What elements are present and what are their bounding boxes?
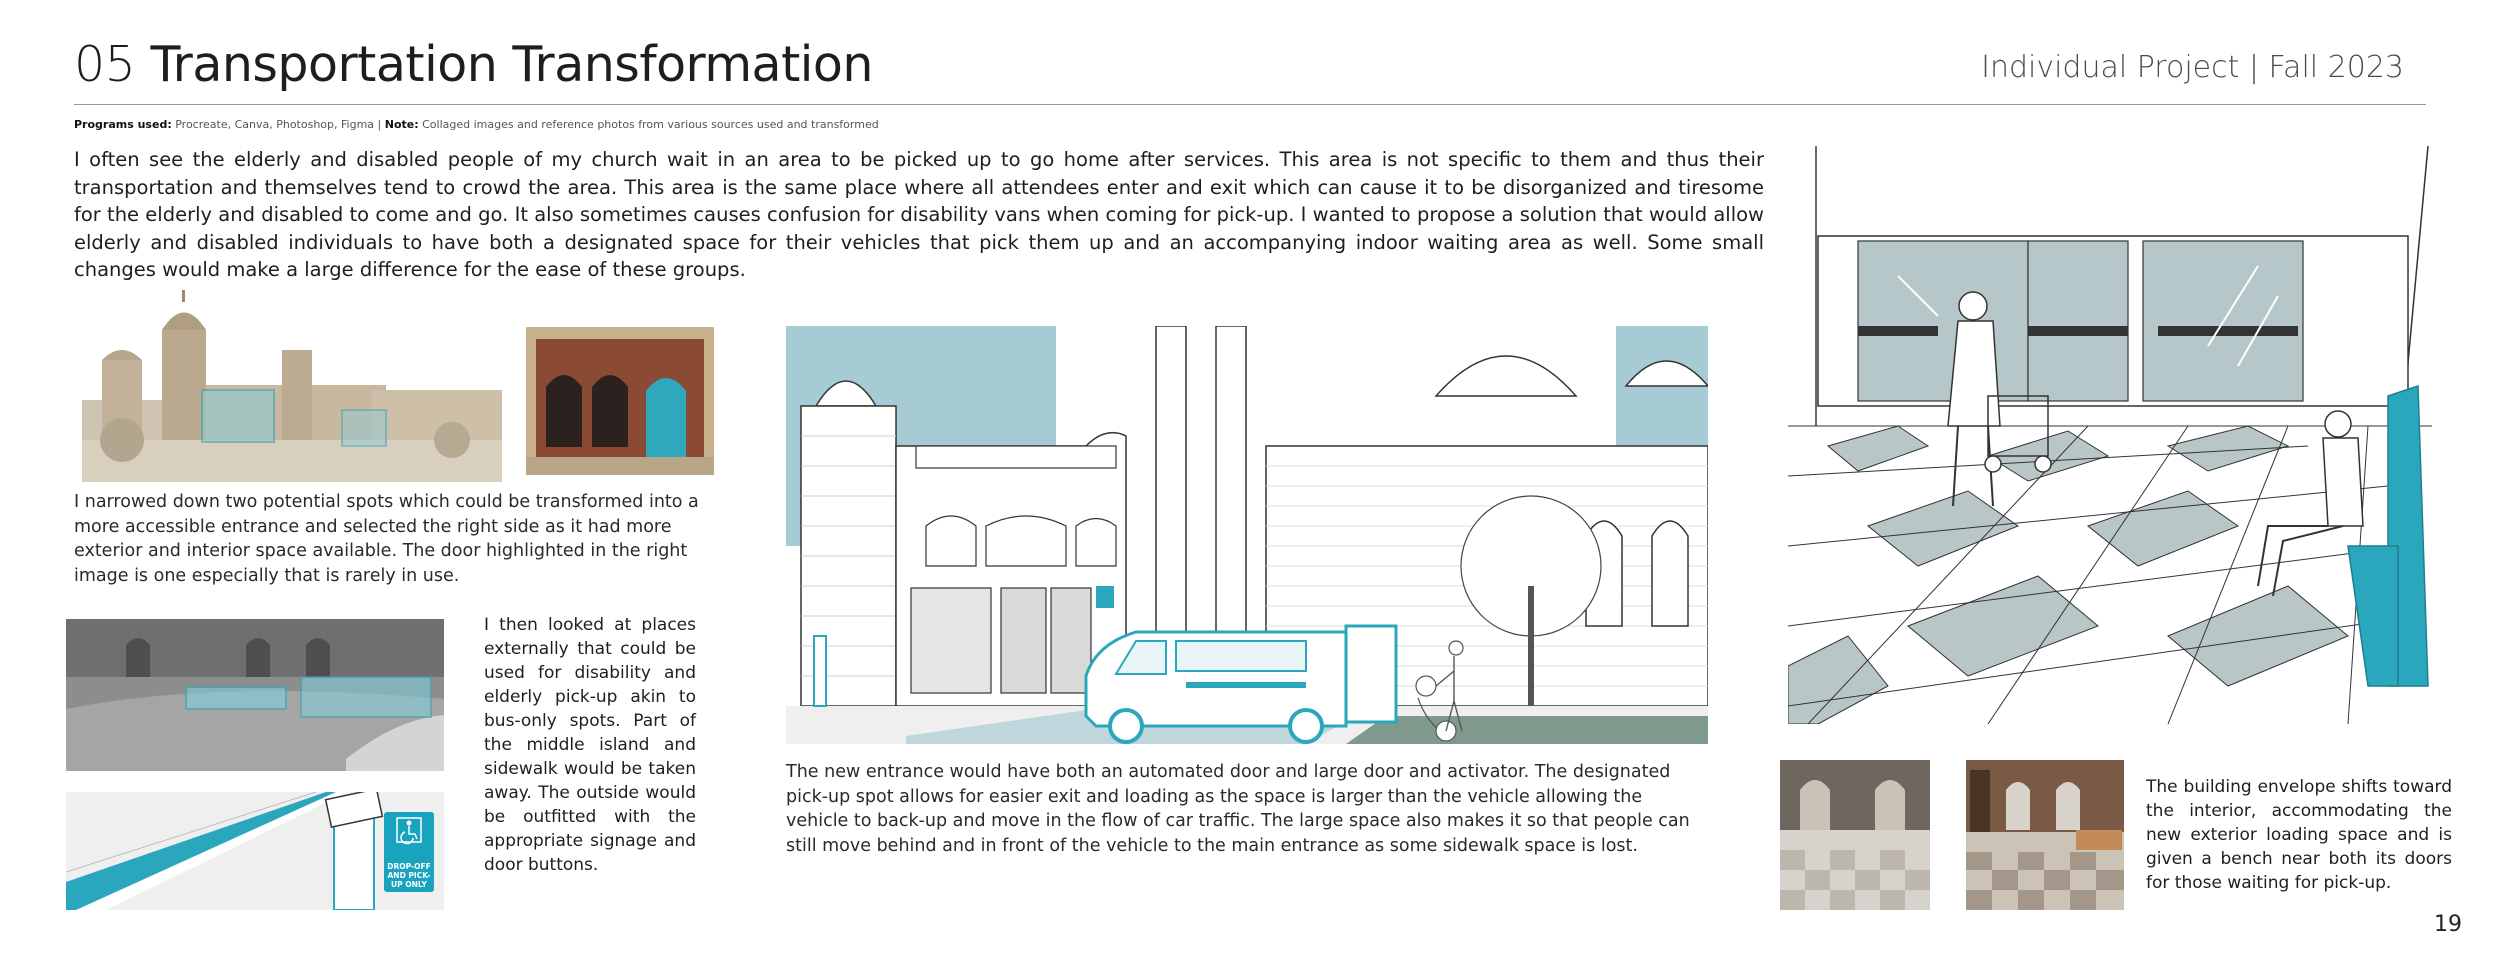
interior-paragraph: The building envelope shifts toward the interior, accommodating the new exterior loading space and is given a bench near both its doors for those waiting for pick-up. xyxy=(2146,777,2452,893)
curb-signage-illustration xyxy=(66,792,444,910)
spots-paragraph: I narrowed down two potential spots which could be transformed into a more accessible entrance and selected the right side as it had more exterior and interior space available. The door highlighted in the right image is one especially that is rarely in use. xyxy=(74,492,699,586)
header-divider xyxy=(74,104,2426,105)
project-subtitle: Individual Project | Fall 2023 xyxy=(1981,50,2404,85)
church-exterior-photo xyxy=(82,290,502,482)
entrance-paragraph: The new entrance would have both an automated door and large door and activator. The designated pick-up spot allows for easier exit and loading as the space is larger than the vehicle allowing the vehicle to back-up and move in the flow of car traffic. The large space also makes it so that people can still move behind and in front of the vehicle to the main entrance as some sidewalk space is lost. xyxy=(786,762,1690,856)
page-number: 19 xyxy=(2434,912,2462,937)
note-value: Collaged images and reference photos from various sources used and transformed xyxy=(422,118,879,131)
page-title xyxy=(74,36,873,93)
programs-line xyxy=(74,118,879,131)
title-text: Transportation Transformation xyxy=(150,36,873,93)
new-entrance-illustration xyxy=(786,326,1708,744)
programs-value: Procreate, Canva, Photoshop, Figma | xyxy=(175,118,382,131)
intro-paragraph: I often see the elderly and disabled people of my church wait in an area to be picked up to go home after services. This area is not specific to them and thus their transportation and themselves tend to crowd the area. This area is the same place where all attendees enter and exit which can cause it to be disorganized and tiresome for the elderly and disabled to come and go. It also sometimes causes confusion for disability vans when coming for pick-up. I wanted to propose a solution that would allow elderly and disabled individuals to have both a designated space for their vehicles that pick them up and an accompanying indoor waiting area as well. Some small changes would make a large difference for the ease of these groups. xyxy=(74,148,1764,281)
section-number: 05 xyxy=(74,36,136,93)
programs-label: Programs used: xyxy=(74,118,172,131)
interior-photo-2 xyxy=(1966,760,2124,910)
dropoff-sign-text: DROP-OFF AND PICK-UP ONLY xyxy=(387,862,431,889)
interior-photo-1 xyxy=(1780,760,1930,910)
door-photo xyxy=(526,327,714,475)
interior-waiting-illustration xyxy=(1788,146,2432,724)
note-label: Note: xyxy=(384,118,419,131)
external-paragraph: I then looked at places externally that could be used for disability and elderly pick-up akin to bus-only spots. Part of the middle island and sidewalk would be taken away. The outside would be outfitted with the appropriate signage and door buttons. xyxy=(484,615,696,875)
parking-lot-photo xyxy=(66,619,444,771)
